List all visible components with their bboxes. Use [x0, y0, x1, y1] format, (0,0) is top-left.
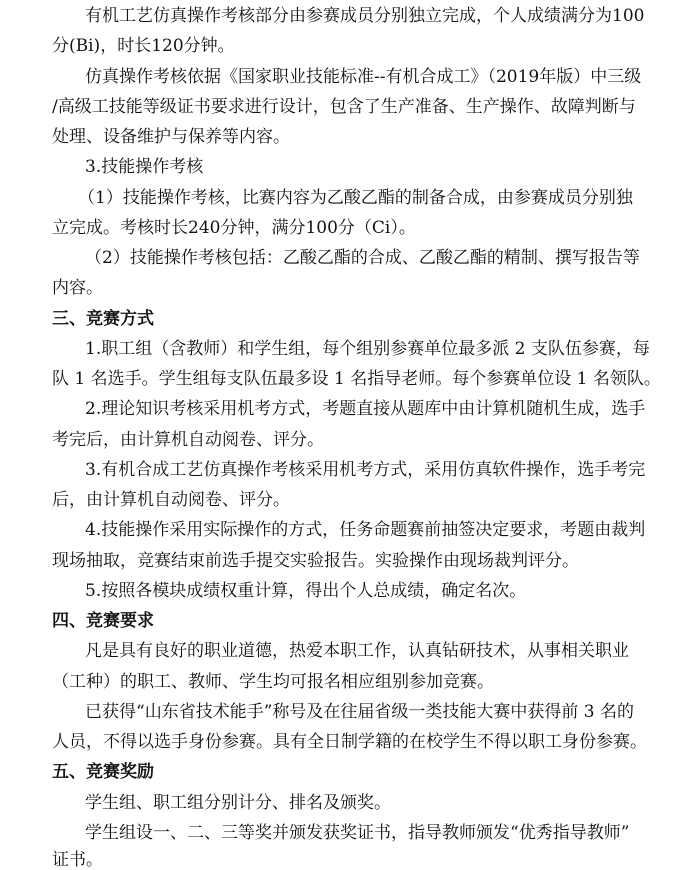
paragraph-line: 仿真操作考核依据《国家职业技能标准--有机合成工》（2019年版）中三级 [85, 67, 642, 87]
paragraph-line: 1.职工组（含教师）和学生组，每个组别参赛单位最多派 2 支队伍参赛，每 [85, 339, 650, 359]
paragraph-line: （工种）的职工、教师、学生均可报名相应组别参加竞赛。 [52, 672, 494, 692]
subsection-title: 3.技能操作考核 [85, 157, 204, 177]
paragraph-line: 内容。 [52, 278, 103, 298]
section-heading: 三、竞赛方式 [52, 309, 154, 329]
paragraph-line: 已获得“山东省技术能手”称号及在往届省级一类技能大赛中获得前 3 名的 [85, 702, 635, 722]
paragraph-line: 有机工艺仿真操作考核部分由参赛成员分别独立完成，个人成绩满分为100 [85, 6, 645, 26]
paragraph-line: 学生组设一、二、三等奖并颁发获奖证书，指导教师颁发“优秀指导教师” [85, 823, 630, 843]
paragraph-line: 后，由计算机自动阅卷、评分。 [52, 490, 290, 510]
paragraph-line: 证书。 [52, 850, 103, 870]
paragraph-line: 考完后，由计算机自动阅卷、评分。 [52, 430, 324, 450]
paragraph-line: 人员，不得以选手身份参赛。具有全日制学籍的在校学生不得以职工身份参赛。 [52, 732, 647, 752]
paragraph-line: 现场抽取，竞赛结束前选手提交实验报告。实验操作由现场裁判评分。 [52, 551, 579, 571]
paragraph-line: 队 1 名选手。学生组每支队伍最多设 1 名指导老师。每个参赛单位设 1 名领队。 [52, 369, 661, 389]
paragraph-line: /高级工技能等级证书要求进行设计，包含了生产准备、生产操作、故障判断与 [52, 97, 636, 117]
paragraph-line: （1）技能操作考核，比赛内容为乙酸乙酯的制备合成，由参赛成员分别独 [78, 188, 633, 208]
section-heading: 五、竞赛奖励 [52, 762, 154, 782]
paragraph-line: 5.按照各模块成绩权重计算，得出个人总成绩，确定名次。 [85, 581, 527, 601]
paragraph-line: 学生组、职工组分别计分、排名及颁奖。 [85, 793, 391, 813]
section-heading: 四、竞赛要求 [52, 611, 154, 631]
paragraph-line: 处理、设备维护与保养等内容。 [52, 127, 290, 147]
paragraph-line: 分(Bi)，时长120分钟。 [52, 36, 235, 56]
paragraph-line: 2.理论知识考核采用机考方式，考题直接从题库中由计算机随机生成，选手 [85, 399, 646, 419]
paragraph-line: （2）技能操作考核包括：乙酸乙酯的合成、乙酸乙酯的精制、撰写报告等 [85, 248, 640, 268]
paragraph-line: 3.有机合成工艺仿真操作考核采用机考方式，采用仿真软件操作，选手考完 [85, 460, 646, 480]
paragraph-line: 4.技能操作采用实际操作的方式，任务命题赛前抽签决定要求，考题由裁判 [85, 520, 646, 540]
paragraph-line: 立完成。考核时长240分钟，满分100分（Ci）。 [52, 218, 416, 238]
paragraph-line: 凡是具有良好的职业道德，热爱本职工作，认真钻研技术，从事相关职业 [85, 641, 629, 661]
